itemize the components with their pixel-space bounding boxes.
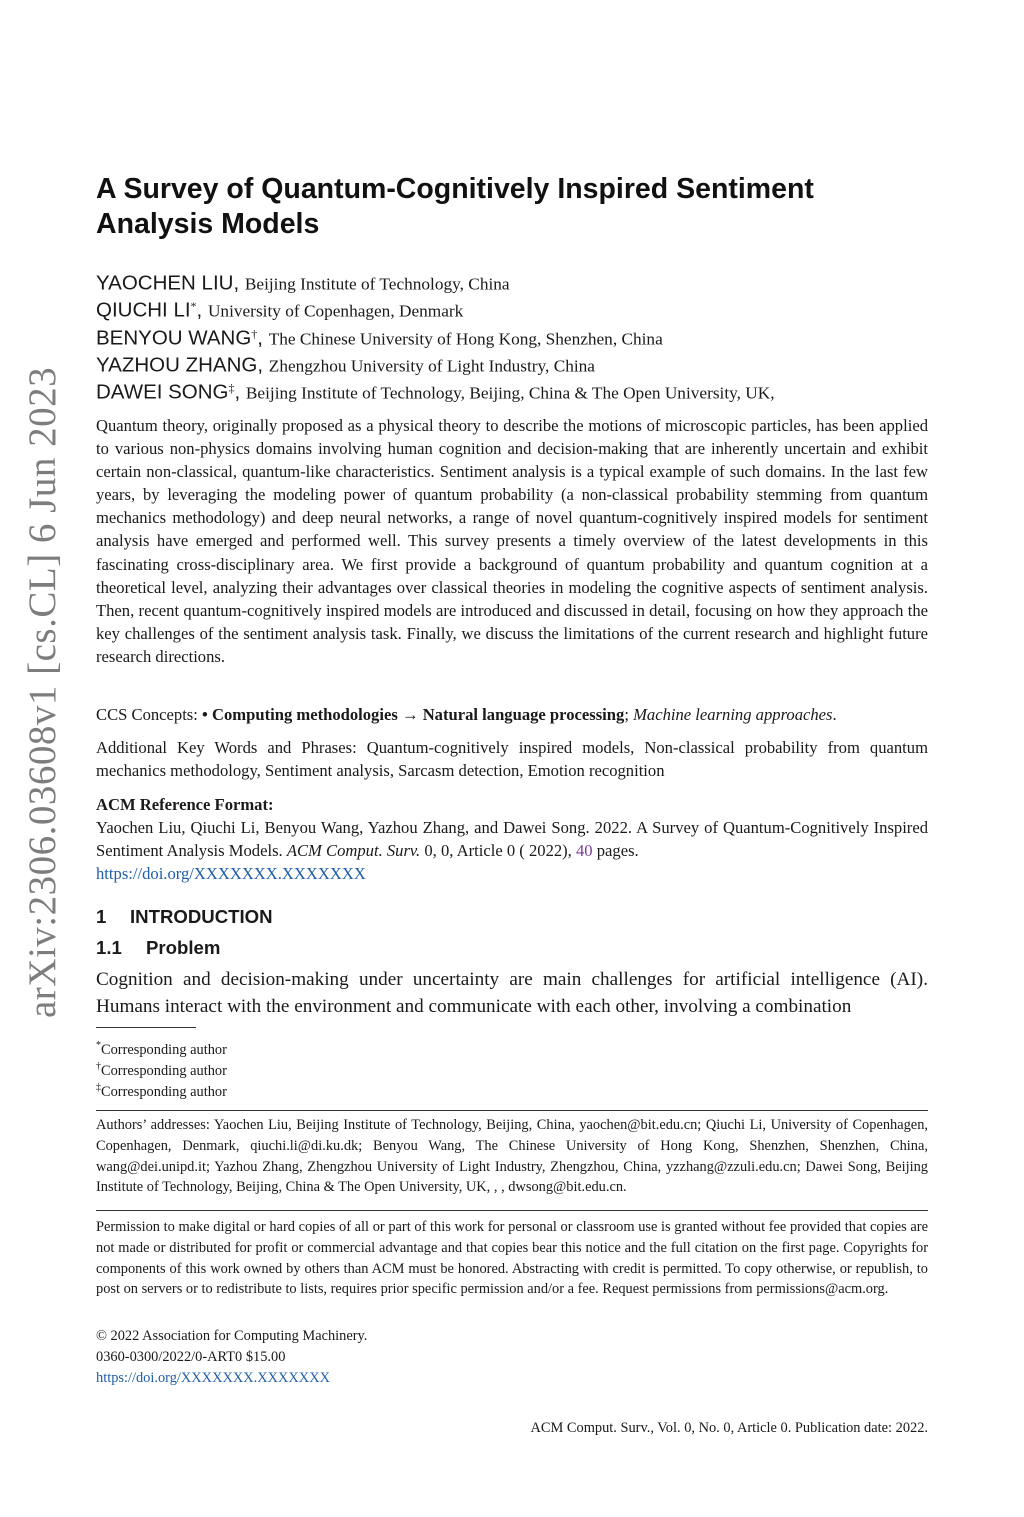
reference-format <box>96 816 928 886</box>
running-footer: ACM Comput. Surv., Vol. 0, No. 0, Article 0. Publication date: 2022. <box>530 1420 928 1436</box>
author-entry: QIUCHI LI*, University of Copenhagen, Denmark <box>96 298 464 322</box>
footnotes <box>96 1035 227 1098</box>
intro-paragraph: Cognition and decision-making under uncertainty are main challenges for artificial intelligence (AI). Humans interact with the environment and communicate with each other, involving a combination <box>96 969 928 1017</box>
reference-venue: ACM Comput. Surv. <box>286 841 421 861</box>
author-entry: YAZHOU ZHANG, Zhengzhou University of Light Industry, China <box>96 353 595 377</box>
subsection-title: Problem <box>146 937 221 958</box>
ccs-concept-computing: Computing methodologies <box>212 705 398 724</box>
issn-line: 0360-0300/2022/0-ART0 $15.00 <box>96 1349 286 1365</box>
ccs-arrow: → <box>401 705 419 724</box>
author-mark: ‡ <box>228 381 235 396</box>
author-affiliation: Beijing Institute of Technology, Beijing, China & The Open University, UK, <box>245 383 775 403</box>
footnote <box>96 1035 227 1056</box>
permission-rule <box>96 1210 928 1211</box>
footnote-text: Corresponding author <box>101 1041 227 1058</box>
author-list <box>96 266 928 402</box>
footnote-mark: ‡ <box>96 1082 101 1093</box>
ccs-concept-ml: Machine learning approaches <box>633 705 833 724</box>
subsection-heading-problem <box>96 936 220 960</box>
author-affiliation: Beijing Institute of Technology, China <box>244 274 510 294</box>
abstract: Quantum theory, originally proposed as a physical theory to describe the motions of microscopic particles, has been applied to various non-physics domains involving human cognition and decision-making that are inherently uncertain and exhibit certain non-classical, quantum-like characteristics. Sentiment analysis is a typical example of such domains. In the last few years, by leveraging the modeling power of quantum probability (a non-classical probability stemming from quantum mechanics methodology) and deep neural networks, a range of novel quantum-cognitively inspired models for sentiment analysis have emerged and performed well. This survey presents a timely overview of the latest developments in this fascinating cross-disciplinary area. We first provide a background of quantum probability and quantum cognition at a theoretical level, analyzing their advantages over classical theories in modeling the cognitive aspects of sentiment analysis. Then, recent quantum-cognitively inspired models are introduced and discussed in detail, focusing on how they approach the key challenges of the sentiment analysis task. Finally, we discuss the limitations of the current research and highlight future research directions. <box>96 416 928 666</box>
author-entry: DAWEI SONG‡, Beijing Institute of Technology, Beijing, China & The Open University, UK, <box>96 380 775 404</box>
author-mark: * <box>190 299 197 314</box>
reference-heading: ACM Reference Format: <box>96 795 274 814</box>
reference-pages-word: pages. <box>596 841 639 861</box>
section-heading-introduction <box>96 905 273 929</box>
footnote-mark: * <box>96 1040 101 1051</box>
subsection-number: 1.1 <box>96 937 122 958</box>
author-name: DAWEI SONG <box>96 380 229 404</box>
ccs-end: . <box>832 705 837 724</box>
author-entry: YAOCHEN LIU, Beijing Institute of Technology, China <box>96 271 510 295</box>
author-affiliation: University of Copenhagen, Denmark <box>207 301 464 321</box>
ccs-concepts <box>96 703 928 726</box>
author-entry: BENYOU WANG†, The Chinese University of Hong Kong, Shenzhen, China <box>96 325 663 349</box>
footnote-text: Corresponding author <box>101 1083 227 1100</box>
paper-title: A Survey of Quantum-Cognitively Inspired Sentiment Analysis Models <box>96 173 814 240</box>
keywords: Additional Key Words and Phrases: Quantum-cognitively inspired models, Non-classical probability from quantum mechanics methodology, Sentiment analysis, Sarcasm detection, Emotion recognition <box>96 738 928 781</box>
ccs-label: CCS Concepts: <box>96 705 198 724</box>
author-name: YAZHOU ZHANG <box>96 353 258 377</box>
footnote <box>96 1077 227 1098</box>
reference-text: Yaochen Liu, Qiuchi Li, Benyou Wang, Yazhou Zhang, and Dawei Song. 2022. A Survey of Quantum-Cognitively Inspired Sentiment Analysis Models. <box>96 818 928 861</box>
author-mark: † <box>251 326 258 341</box>
footnote <box>96 1056 227 1077</box>
reference-page-count[interactable]: 40 <box>576 841 593 861</box>
footnote-mark: † <box>96 1061 101 1072</box>
author-name: QIUCHI LI <box>96 298 191 322</box>
section-number: 1 <box>96 906 107 927</box>
arxiv-identifier: arXiv:2306.03608v1 [cs.CL] 6 Jun 2023 <box>21 366 64 1018</box>
author-name: YAOCHEN LIU <box>96 271 234 295</box>
footnote-rule <box>96 1027 196 1028</box>
ccs-bullet: • <box>202 705 208 724</box>
permission-notice: Permission to make digital or hard copies of all or part of this work for personal or classroom use is granted without fee provided that copies are not made or distributed for profit or commercial advantage and that copies bear this notice and the full citation on the first page. Copyrights for components of this work owned by others than ACM must be honored. Abstracting with credit is permitted. To copy otherwise, or republish, to post on servers or to redistribute to lists, requires prior specific permission and/or a fee. Request permissions from permissions@acm.org. <box>96 1219 928 1298</box>
author-name: BENYOU WANG <box>96 325 252 349</box>
ccs-separator: ; <box>624 705 629 724</box>
reference-doi-link[interactable]: https://doi.org/XXXXXXX.XXXXXXX <box>96 864 366 884</box>
copyright-line: © 2022 Association for Computing Machinery. <box>96 1328 368 1344</box>
footnote-text: Corresponding author <box>101 1062 227 1079</box>
footer-doi-link[interactable]: https://doi.org/XXXXXXX.XXXXXXX <box>96 1370 330 1386</box>
addresses-rule <box>96 1110 928 1111</box>
section-title: INTRODUCTION <box>130 906 273 927</box>
reference-details: 0, 0, Article 0 ( 2022), <box>424 841 572 861</box>
author-affiliation: Zhengzhou University of Light Industry, China <box>268 356 595 376</box>
author-affiliation: The Chinese University of Hong Kong, Shenzhen, China <box>268 328 663 348</box>
authors-addresses: Authors’ addresses: Yaochen Liu, Beijing Institute of Technology, Beijing, China, yaochen@bit.edu.cn; Qiuchi Li, University of Copenhagen, Copenhagen, Denmark, qiuchi.li@di.ku.dk; Benyou Wang, The Chinese University of Hong Kong, Shenzhen, Shenzhen, China, wang@dei.unipd.it; Yazhou Zhang, Zhengzhou University of Light Industry, Zhengzhou, China, yzzhang@zzuli.edu.cn; Dawei Song, Beijing Institute of Technology, Beijing, China & The Open University, UK, , , dwsong@bit.edu.cn. <box>96 1117 928 1196</box>
ccs-concept-nlp: Natural language processing <box>422 705 625 724</box>
